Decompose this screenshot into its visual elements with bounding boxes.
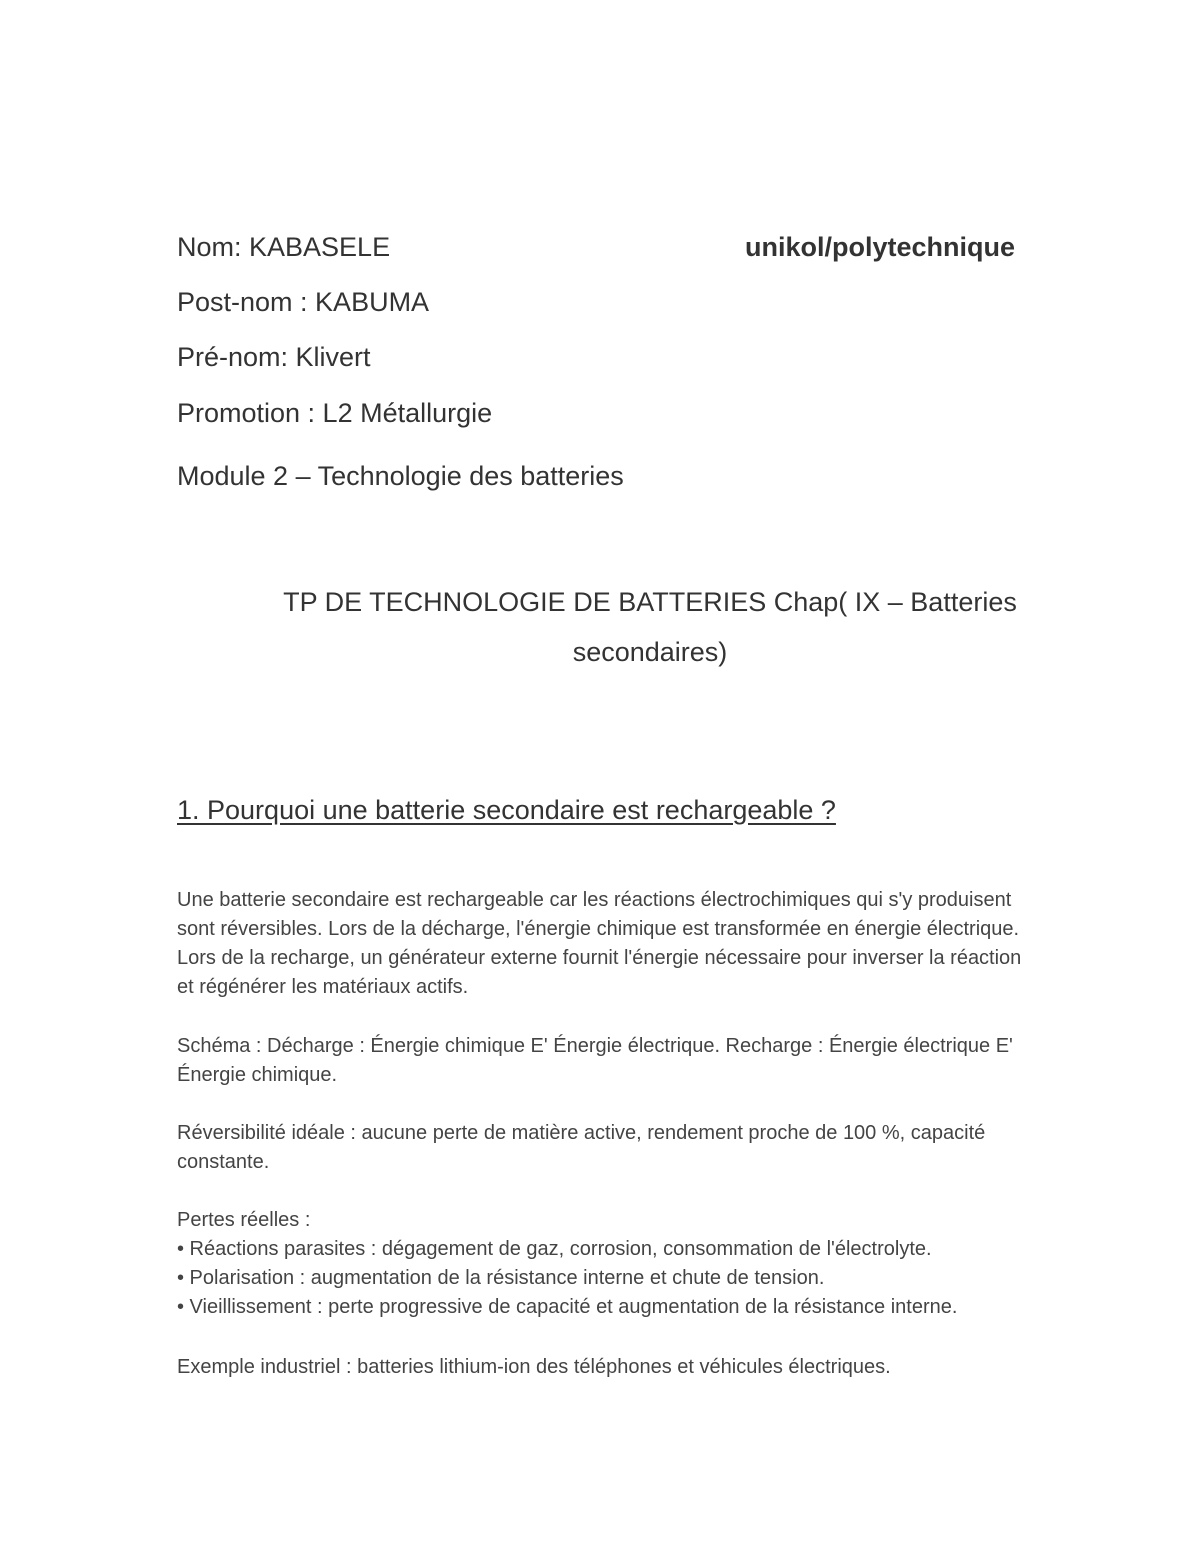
reversibility-text: Réversibilité idéale : aucune perte de matière active, rendement proche de 100 %, capacité constante.: [177, 1122, 986, 1173]
student-first-name: Pré-nom: Klivert: [177, 342, 371, 372]
module-label: Module 2 – Technologie des batteries: [177, 461, 624, 491]
institution-label: unikol/polytechnique: [744, 232, 1015, 262]
student-promotion: Promotion : L2 Métallurgie: [177, 398, 493, 428]
document-title-line-1: TP DE TECHNOLOGIE DE BATTERIES Chap( IX – Batteries: [283, 587, 1017, 617]
losses-item-aging: • Vieillissement : perte progressive de capacité et augmentation de la résistance interne.: [177, 1296, 958, 1318]
losses-item-polarization: • Polarisation : augmentation de la résistance interne et chute de tension.: [177, 1267, 825, 1289]
schema-paragraph: [177, 1032, 1037, 1090]
losses-block: [177, 1206, 1037, 1322]
paragraph-text: Une batterie secondaire est rechargeable car les réactions électrochimiques qui s'y produisent sont réversibles. Lors de la décharge, l'énergie chimique est transformée en énergie électrique. Lors de la recharge, un générateur externe fournit l'énergie nécessaire pour inverser la réaction et régénérer les matériaux actifs.: [177, 889, 1022, 998]
reversibility-paragraph: [177, 1119, 1037, 1177]
losses-item-parasitic: • Réactions parasites : dégagement de gaz, corrosion, consommation de l'électrolyte.: [177, 1238, 932, 1260]
industrial-example-paragraph: [177, 1353, 1037, 1382]
section-1-paragraph-1: [177, 886, 1037, 1002]
losses-title: Pertes réelles :: [177, 1209, 311, 1231]
student-post-name: Post-nom : KABUMA: [177, 287, 430, 317]
industrial-example-text: Exemple industriel : batteries lithium-ion des téléphones et véhicules électriques.: [177, 1356, 891, 1378]
student-name: Nom: KABASELE: [177, 232, 391, 262]
section-1-heading: 1. Pourquoi une batterie secondaire est rechargeable ?: [177, 795, 836, 825]
schema-text: Schéma : Décharge : Énergie chimique E' Énergie électrique. Recharge : Énergie électrique E' Énergie chimique.: [177, 1035, 1013, 1086]
document-title: [200, 577, 1100, 677]
document-title-line-2: secondaires): [572, 637, 728, 667]
